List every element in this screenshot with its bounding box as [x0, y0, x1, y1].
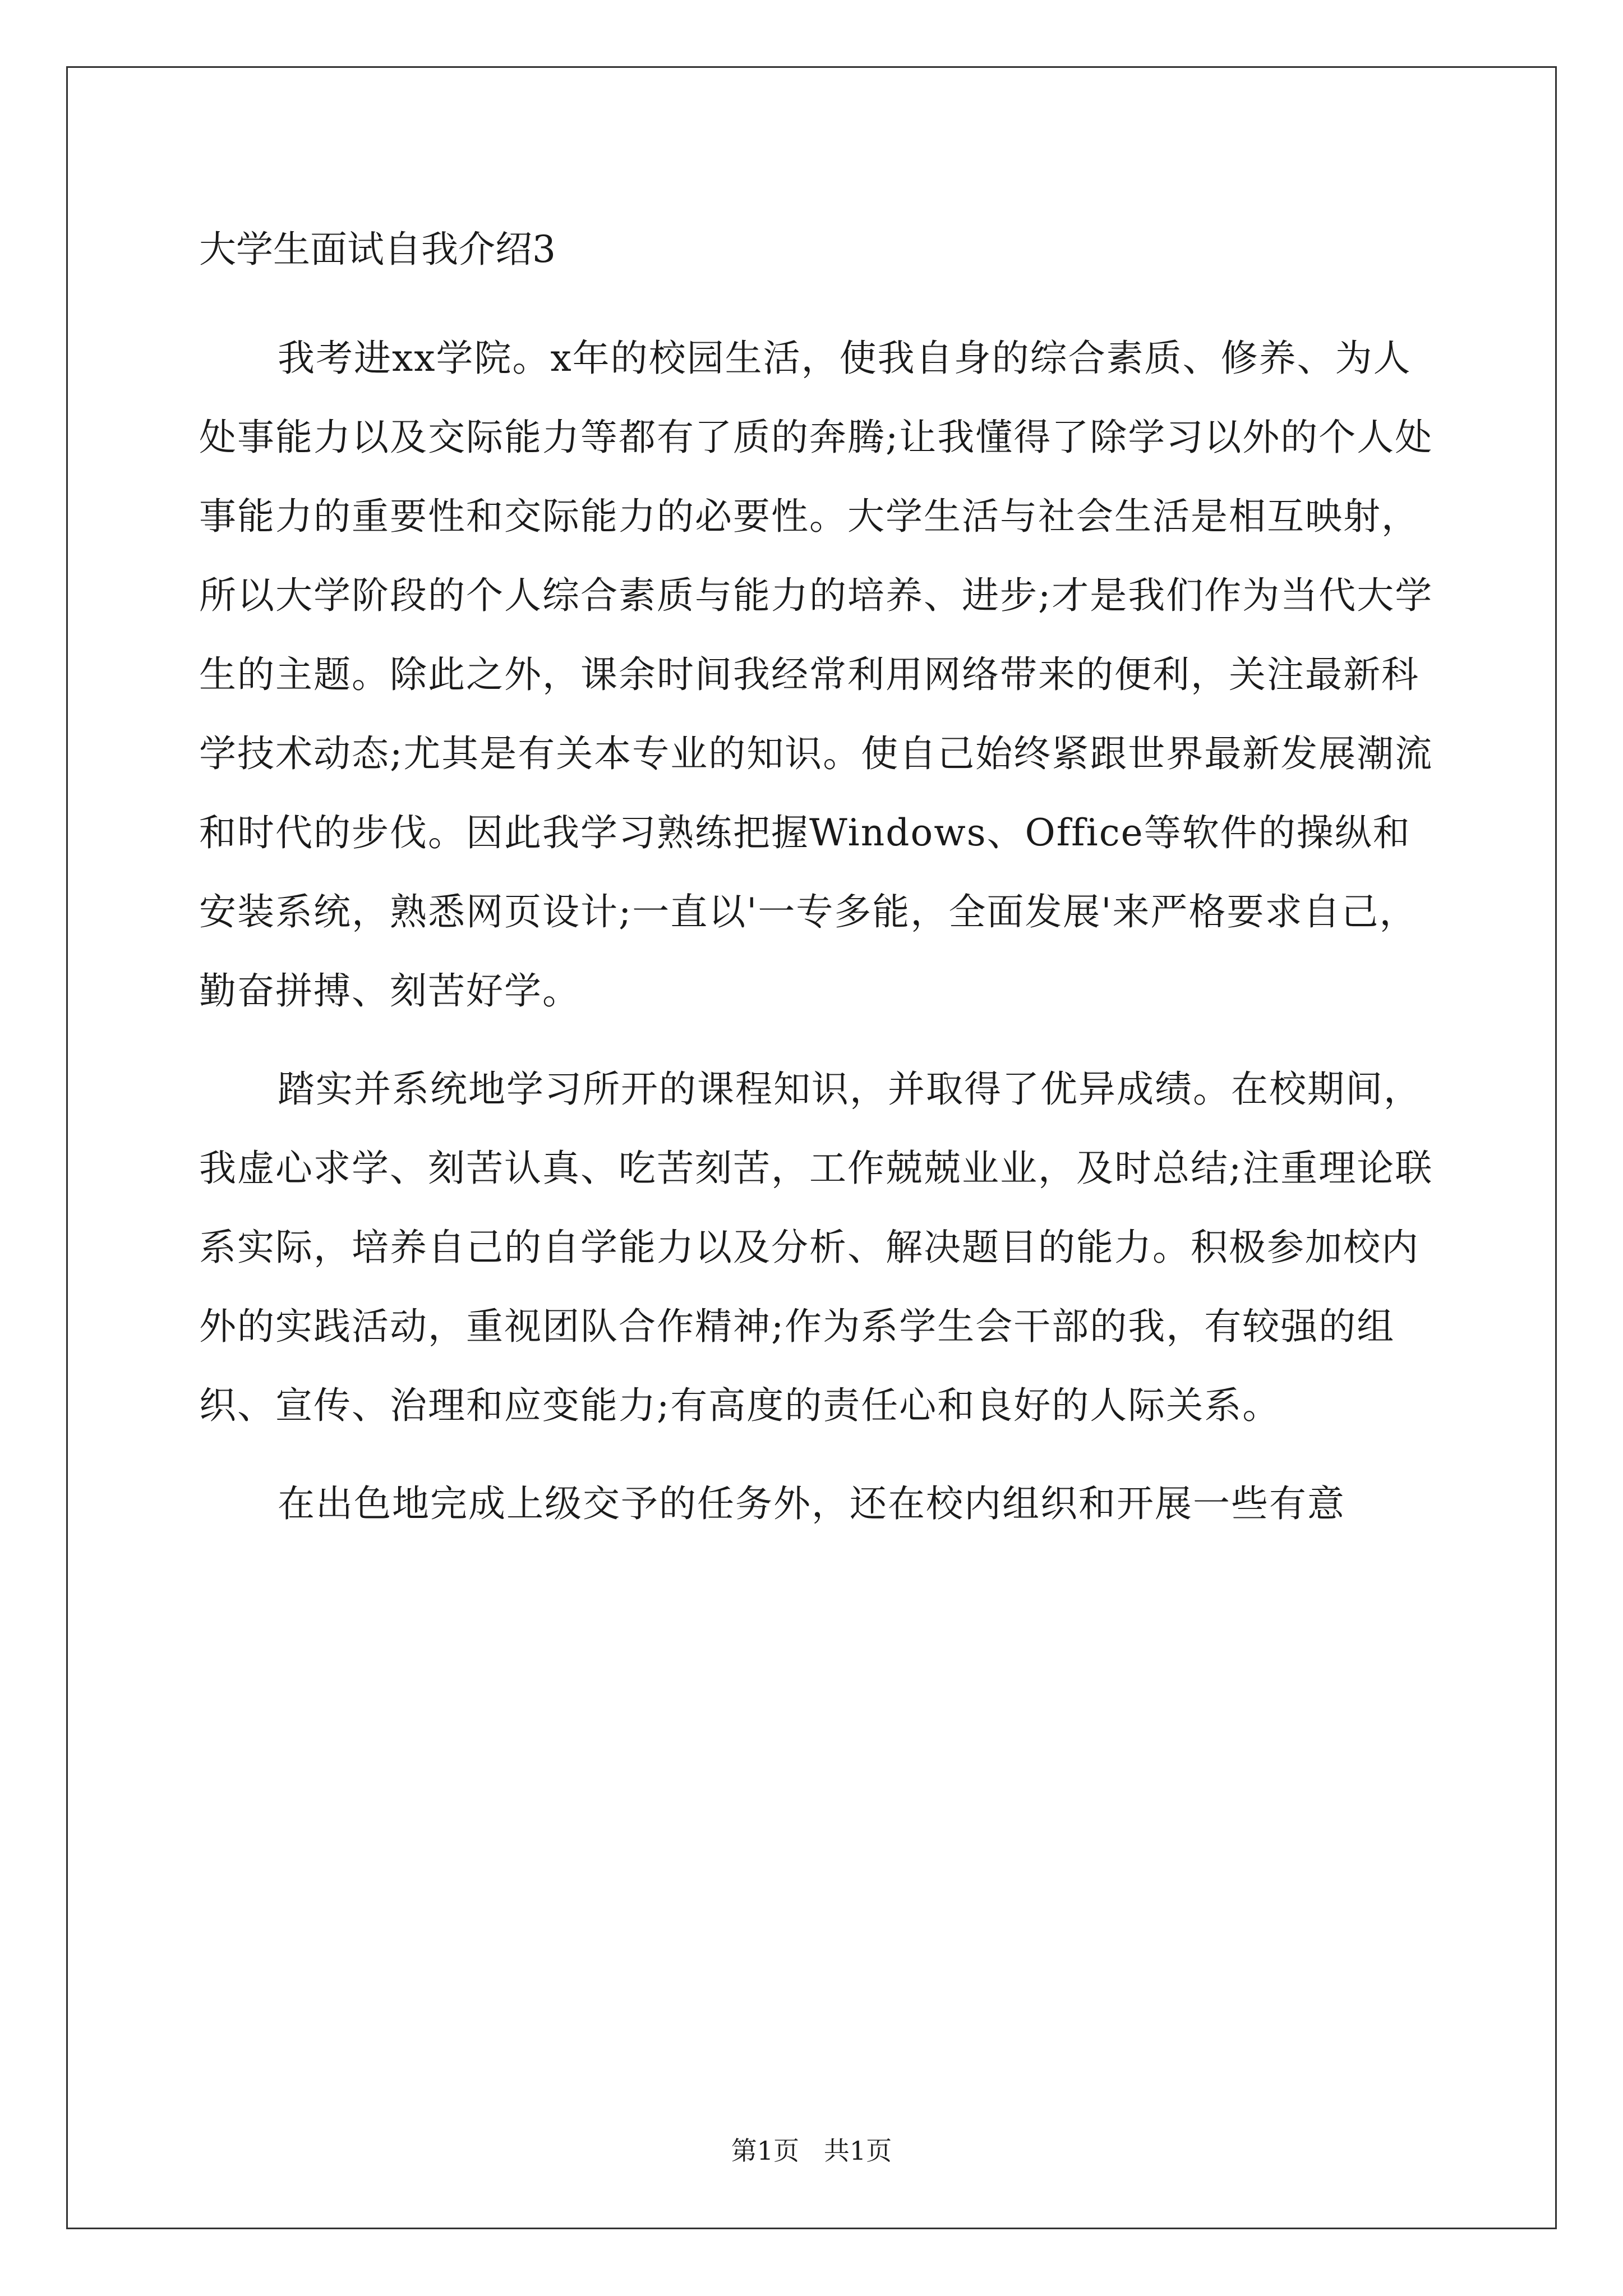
- paragraph-2: 踏实并系统地学习所开的课程知识，并取得了优异成绩。在校期间，我虚心求学、刻苦认真、吃苦刻苦，工作兢兢业业，及时总结;注重理论联系实际，培养自己的自学能力以及分析、解决题目的能力。积极参加校内外的实践活动，重视团队合作精神;作为系学生会干部的我，有较强的组织、宣传、治理和应变能力;有高度的责任心和良好的人际关系。: [199, 1068, 1433, 1427]
- paragraph-3: 在出色地完成上级交予的任务外，还在校内组织和开展一些有意: [278, 1482, 1345, 1525]
- page-number-footer: 第1页 共1页: [731, 2136, 892, 2166]
- paragraph-1: 我考进xx学院。x年的校园生活，使我自身的综合素质、修养、为人处事能力以及交际能力等都有了质的奔腾;让我懂得了除学习以外的个人处事能力的重要性和交际能力的必要性。大学生活与社会生活是相互映射，所以大学阶段的个人综合素质与能力的培养、进步;才是我们作为当代大学生的主题。除此之外，课余时间我经常利用网络带来的便利，关注最新科学技术动态;尤其是有关本专业的知识。使自己始终紧跟世界最新发展潮流和时代的步伐。因此我学习熟练把握Windows、Office等软件的操纵和安装系统，熟悉网页设计;一直以'一专多能，全面发展'来严格要求自己，勤奋拼搏、刻苦好学。: [199, 337, 1433, 1013]
- document-title: 大学生面试自我介绍3: [199, 228, 556, 271]
- document-body: [199, 319, 1438, 1543]
